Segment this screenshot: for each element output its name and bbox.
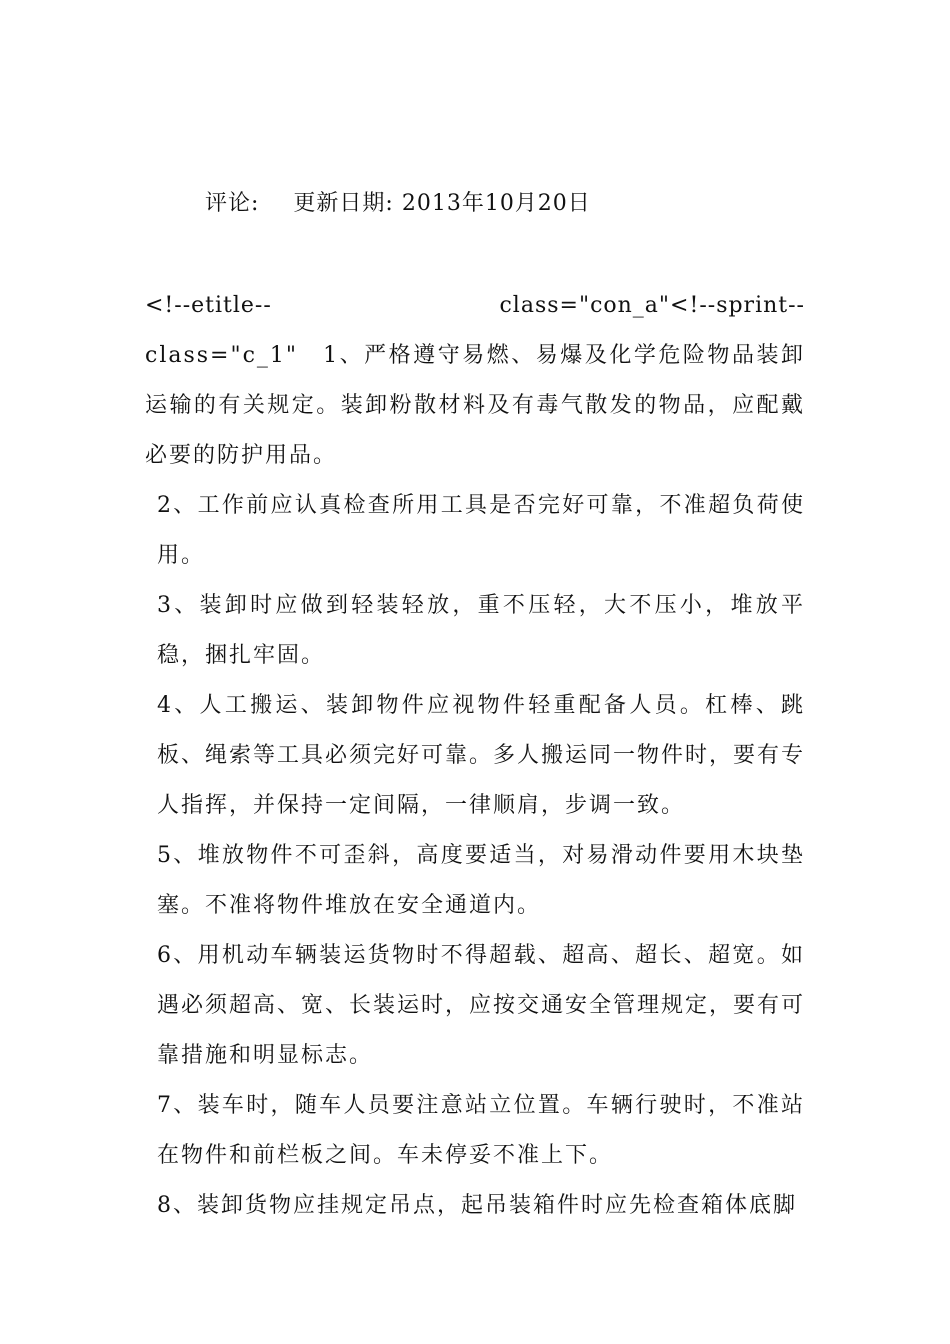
update-date: 更新日期: 2013年10月20日	[293, 191, 591, 216]
paragraph-1: class="c_1" 1、严格遵守易燃、易爆及化学危险物品装卸运输的有关规定。装卸粉散材料及有毒气散发的物品，应配戴必要的防护用品。	[145, 343, 805, 468]
body-text	[145, 281, 805, 1231]
paragraph-6: 6、用机动车辆装运货物时不得超载、超高、超长、超宽。如遇必须超高、宽、长装运时，应按交通安全管理规定，要有可靠措施和明显标志。	[157, 943, 806, 1068]
paragraph-3: 3、装卸时应做到轻装轻放，重不压轻，大不压小，堆放平稳，捆扎牢固。	[157, 593, 805, 668]
paragraph-4: 4、人工搬运、装卸物件应视物件轻重配备人员。杠棒、跳板、绳索等工具必须完好可靠。多人搬运同一物件时，要有专人指挥，并保持一定间隔，一律顺肩，步调一致。	[157, 693, 806, 818]
meta-line	[205, 186, 591, 217]
markup-residue-line	[145, 281, 805, 331]
paragraph-7: 7、装车时，随车人员要注意站立位置。车辆行驶时，不准站在物件和前栏板之间。车未停妥不准上下。	[157, 1093, 805, 1168]
markup-residue-right: class="con_a"<!--sprint--	[499, 293, 805, 318]
paragraph-2: 2、工作前应认真检查所用工具是否完好可靠，不准超负荷使用。	[157, 493, 805, 568]
comment-label: 评论:	[205, 191, 260, 216]
paragraph-5: 5、堆放物件不可歪斜，高度要适当，对易滑动件要用木块垫塞。不准将物件堆放在安全通道内。	[157, 843, 805, 918]
paragraph-8: 8、装卸货物应挂规定吊点，起吊装箱件时应先检查箱体底脚	[157, 1193, 797, 1218]
markup-residue-left: <!--etitle--	[145, 293, 272, 318]
